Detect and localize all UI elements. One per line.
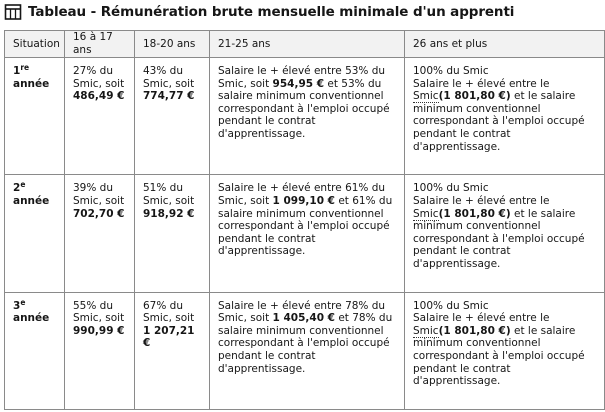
table-row [5, 175, 605, 292]
amount-value: 1 099,10 € [272, 194, 335, 207]
rate-text: 51% du Smic, soit [143, 182, 195, 207]
situation-cell [5, 292, 65, 409]
smic-term-link[interactable]: Smic [413, 90, 439, 103]
amount-value: 702,70 € [73, 207, 125, 220]
age-21-25-cell [210, 58, 405, 175]
rate-text: 27% du Smic, soit [73, 65, 125, 90]
situation-ordinal: re [20, 63, 30, 72]
salary-rule-text: Salaire le + élevé entre le [413, 194, 550, 207]
age-26-plus-cell [405, 58, 605, 175]
age-18-20-cell [135, 292, 210, 409]
table-row [5, 58, 605, 175]
age-18-20-cell [135, 58, 210, 175]
rate-text: 55% du Smic, soit [73, 299, 125, 325]
header-26-plus: 26 ans et plus [405, 31, 605, 58]
smic-term-link[interactable]: Smic [413, 324, 439, 337]
smic-rate-text: 100% du Smic [413, 65, 489, 77]
table-row [5, 292, 605, 409]
amount-value: 990,99 € [73, 324, 125, 337]
salary-rule-text: Salaire le + élevé entre 53% du Smic, soit [218, 65, 386, 90]
age-21-25-cell [210, 175, 405, 292]
situation-cell [5, 175, 65, 292]
smic-amount: (1 801,80 €) [438, 90, 511, 103]
amount-value: 486,49 € [73, 90, 125, 103]
salary-rule-text: Salaire le + élevé entre le [413, 312, 550, 325]
salary-rule-text-continued: et le salaire minimum conventionnel correspondant à l'emploi occupé pendant le contrat d'apprentissage. [413, 207, 585, 270]
amount-value: 918,92 € [143, 207, 195, 220]
salary-rule-text-continued: et 53% du salaire minimum conventionnel correspondant à l'emploi occupé pendant le contrat d'apprentissage. [218, 77, 390, 140]
salary-rule-text-continued: et le salaire minimum conventionnel correspondant à l'emploi occupé pendant le contrat d'apprentissage. [413, 90, 585, 153]
rate-text: 39% du Smic, soit [73, 182, 125, 207]
age-26-plus-cell [405, 175, 605, 292]
salary-table [4, 30, 605, 410]
header-18-20: 18-20 ans [135, 31, 210, 58]
salary-rule-text: Salaire le + élevé entre 78% du Smic, soit [218, 299, 386, 325]
smic-term-link[interactable]: Smic [413, 207, 439, 220]
smic-amount: (1 801,80 €) [438, 324, 511, 337]
age-16-17-cell [65, 58, 135, 175]
rate-text: 43% du Smic, soit [143, 65, 195, 90]
situation-year: année [13, 77, 50, 90]
header-16-17: 16 à 17 ans [65, 31, 135, 58]
situation-year: année [13, 194, 50, 207]
amount-value: 954,95 € [272, 77, 325, 90]
situation-ordinal: e [20, 297, 26, 307]
smic-rate-text: 100% du Smic [413, 182, 489, 195]
age-18-20-cell [135, 175, 210, 292]
amount-value: 1 405,40 € [272, 312, 335, 325]
rate-text: 67% du Smic, soit [143, 299, 195, 325]
salary-rule-text-continued: et 61% du salaire minimum conventionnel correspondant à l'emploi occupé pendant le contrat d'apprentissage. [218, 194, 393, 258]
table-header-row [5, 31, 605, 58]
smic-amount: (1 801,80 €) [438, 207, 511, 220]
salary-rule-text-continued: et le salaire minimum conventionnel correspondant à l'emploi occupé pendant le contrat d'apprentissage. [413, 324, 585, 388]
smic-rate-text: 100% du Smic [413, 299, 489, 312]
header-situation: Situation [5, 31, 65, 58]
amount-value: 774,77 € [143, 90, 195, 103]
table-icon [4, 3, 22, 21]
amount-value: 1 207,21 € [143, 324, 195, 350]
situation-cell [5, 58, 65, 175]
header-21-25: 21-25 ans [210, 31, 405, 58]
table-title: Tableau - Rémunération brute mensuelle minimale d'un apprenti [28, 4, 515, 20]
situation-year: année [13, 312, 50, 325]
salary-rule-text: Salaire le + élevé entre 61% du Smic, soit [218, 182, 386, 207]
situation-ordinal: e [20, 180, 26, 190]
salary-rule-text-continued: et 78% du salaire minimum conventionnel correspondant à l'emploi occupé pendant le contrat d'apprentissage. [218, 312, 393, 375]
age-16-17-cell [65, 292, 135, 409]
situation-number: 2 [13, 182, 21, 195]
situation-number: 1 [13, 65, 21, 77]
salary-rule-text: Salaire le + élevé entre le [413, 77, 550, 90]
situation-number: 3 [13, 299, 21, 312]
age-26-plus-cell [405, 292, 605, 409]
age-16-17-cell [65, 175, 135, 292]
age-21-25-cell [210, 292, 405, 409]
table-title-row [4, 0, 514, 24]
